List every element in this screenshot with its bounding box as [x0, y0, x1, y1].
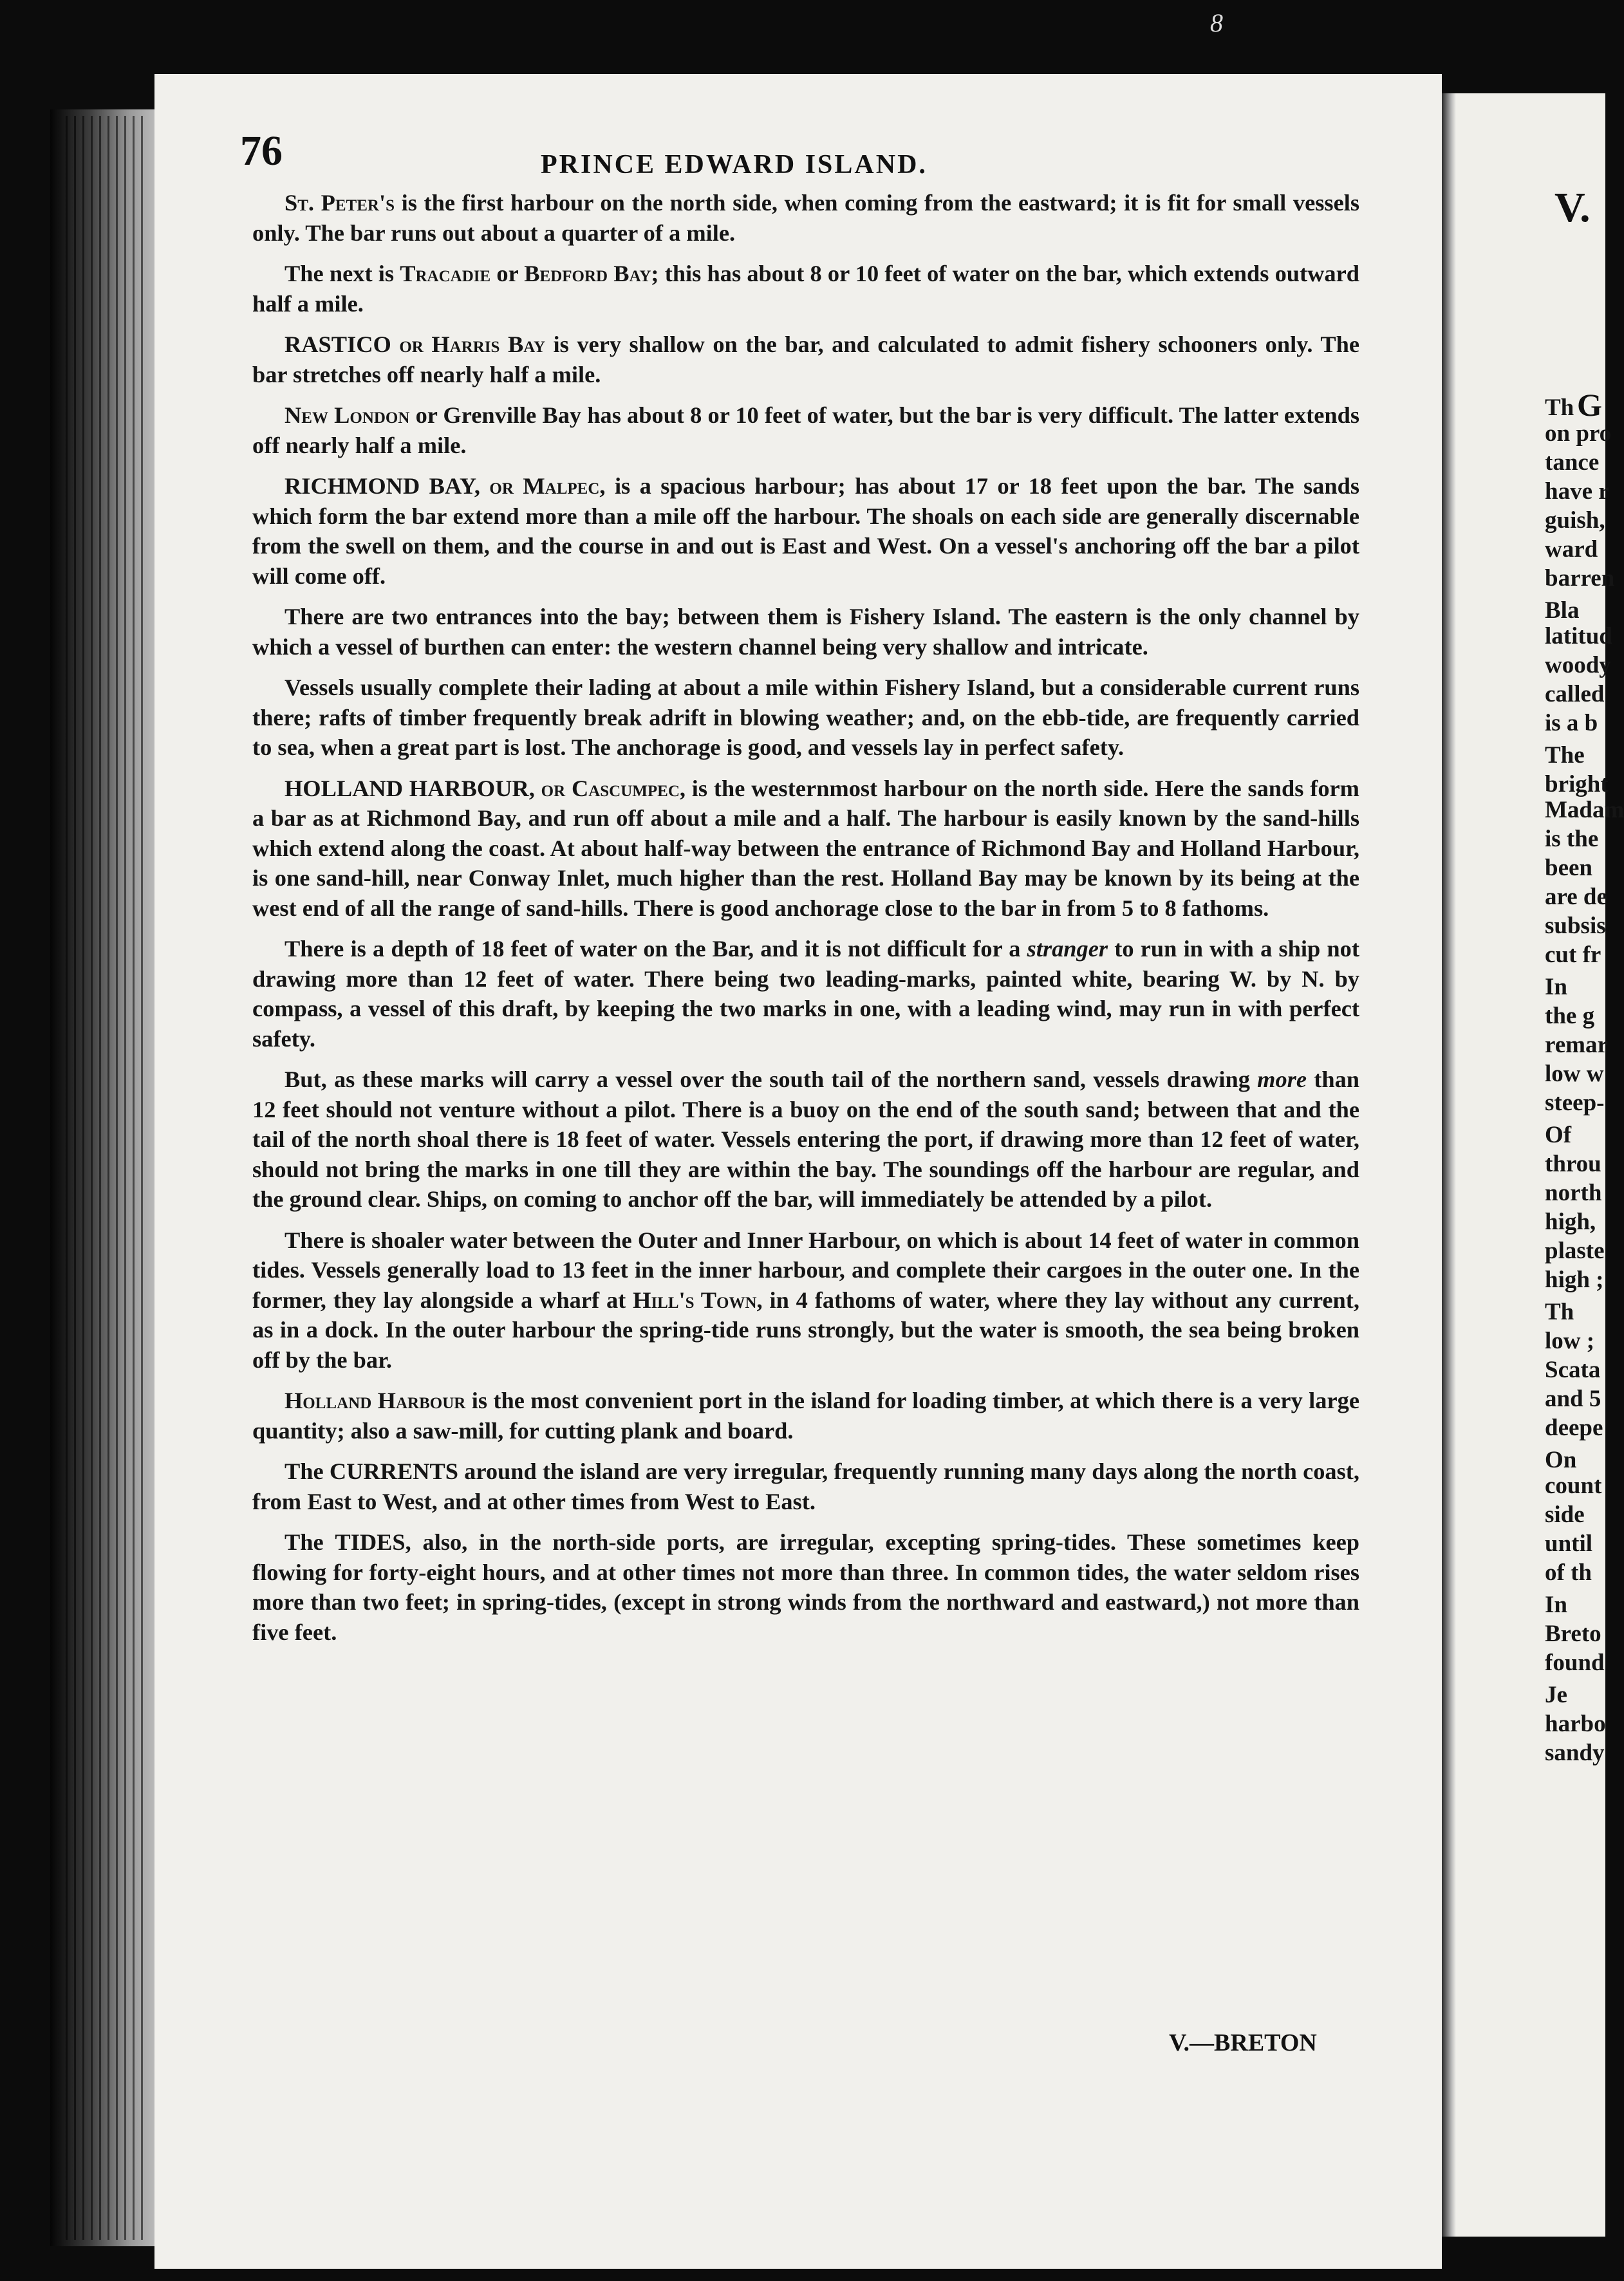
paragraph-em: more [1257, 1066, 1307, 1092]
right-page-line: and 5 [1545, 1386, 1601, 1412]
paragraph-lead: St. Peter's [285, 190, 395, 216]
paragraph [252, 1065, 1359, 1215]
right-page-line: called [1545, 681, 1605, 707]
paragraph-mid: or [490, 261, 525, 286]
paragraph-pre: There is a depth of 18 feet of water on the Bar, and it is not difficult for a [285, 936, 1027, 962]
paragraph-text: is a spacious harbour; has about 17 or 18 feet upon the bar. The sands which form the bar extend more than a mile off the harbour. The shoals on each side are generally discernable from the swell on them, and the course in and out is East and West. On a vessel's anchoring off the bar a pilot will come off. [252, 473, 1359, 589]
right-page-line: Bla [1545, 597, 1580, 624]
paragraph [252, 330, 1359, 389]
right-page-line: bright [1545, 771, 1609, 797]
paragraph-text: , also, in the north-side ports, are irregular, excepting spring-tides. These sometimes keep flowing for forty-eight hours, and at other times not more than three. In common tides, the water seldom rises more than two feet; in spring-tides, (except in strong winds from the northward and eastward,) not more than five feet. [252, 1529, 1359, 1645]
paragraph-pre: The next is [285, 261, 400, 286]
paragraph-text: than 12 feet should not venture without a pilot. There is a buoy on the end of the south sand; between that and the tail of the north shoal there is 18 feet of water. Vessels entering the port, if drawing more than 12 feet of water, should not bring the marks in one till they are within the bay. The soundings off the harbour are regular, and the ground clear. Ships, on coming to anchor off the bar, will immediately be attended by a pilot. [252, 1066, 1360, 1212]
right-page-line: low ; [1545, 1328, 1595, 1354]
right-page-subtitle: G [1577, 387, 1602, 423]
paragraph-text: is very shallow on the bar, and calculated to admit fishery schooners only. The bar stretches off nearly half a mile. [252, 331, 1359, 387]
paragraph [252, 602, 1359, 662]
paragraph-lead: RASTICO or Harris Bay [285, 331, 546, 357]
paragraph-pre: There is shoaler water between the Outer and Inner Harbour, on which is about 14 feet of water in common tides. Vessels generally load to 13 feet in the inner harbour, and complete their cargoes in the outer one. In the former, they lay alongside a wharf at [252, 1227, 1359, 1313]
paragraph [252, 673, 1359, 763]
paragraph-lead: New London [285, 402, 410, 428]
right-page-line: is a b [1545, 710, 1598, 736]
right-page-line: until [1545, 1531, 1593, 1557]
right-page-line: is the [1545, 826, 1599, 852]
paragraph-pre: But, as these marks will carry a vessel over the south tail of the northern sand, vessels drawing [285, 1066, 1258, 1092]
right-page-line: Th [1545, 395, 1574, 421]
right-page-line: On [1545, 1447, 1577, 1473]
paragraph-text: is the most convenient port in the island for loading timber, at which there is a very large quantity; also a saw-mill, for cutting plank and board. [252, 1388, 1359, 1444]
right-page-line: subsis [1545, 913, 1606, 939]
right-page-line: found [1545, 1650, 1605, 1676]
body-text [252, 188, 1359, 1658]
right-page-line: throu [1545, 1151, 1601, 1177]
paragraph-lead: CURRENTS [329, 1458, 459, 1484]
paragraph-lead: HOLLAND HARBOUR, or Cascumpec, [285, 775, 686, 801]
paragraph [252, 400, 1359, 460]
paragraph-em: stranger [1027, 936, 1108, 962]
paragraph [252, 259, 1359, 319]
paragraph-lead: Tracadie [400, 261, 491, 286]
right-page-line: Madam [1545, 797, 1624, 823]
right-page-line: cut fr [1545, 942, 1601, 968]
right-page-line: The [1545, 742, 1585, 768]
right-page-line: are de [1545, 884, 1607, 910]
right-page-line: count [1545, 1473, 1602, 1499]
right-page-line: plaste [1545, 1238, 1605, 1264]
right-page-line: In [1545, 974, 1567, 1000]
right-page-line: high ; [1545, 1267, 1604, 1293]
right-page-line: tance [1545, 449, 1600, 476]
right-page-line: harbo [1545, 1711, 1606, 1737]
paragraph [252, 1386, 1359, 1446]
right-page-line: guish, [1545, 507, 1605, 534]
right-page-line: of th [1545, 1559, 1592, 1586]
paragraph-text: around the island are very irregular, frequently running many days along the north coast, from East to West, and at other times from West to East. [252, 1458, 1359, 1514]
paragraph [252, 774, 1359, 924]
right-page-line: low w [1545, 1061, 1604, 1087]
right-page-line: Je [1545, 1682, 1567, 1708]
right-page-line: side [1545, 1502, 1585, 1528]
paragraph-text: to run in with a ship not drawing more than 12 feet of water. There being two leading-marks, painted white, bearing W. by N. by compass, a vessel of this draft, by keeping the two marks in one, with a leading wind, may run in with perfect safety. [252, 936, 1359, 1052]
right-page-line: steep- [1545, 1090, 1605, 1116]
paragraph [252, 1457, 1359, 1516]
right-page-line: Scata [1545, 1357, 1601, 1383]
right-page-line: latitud [1545, 623, 1612, 649]
paragraph-text: is the westernmost harbour on the north side. Here the sands form a bar as at Richmond Bay, and run off about a mile and a half. The harbour is easily known by the sand-hills which extend along the coast. At about half-way between the entrance of Richmond Bay and Holland Harbour, is one sand-hill, near Conway Inlet, much higher than the rest. Holland Bay may be known by its being at the west end of all the range of sand-hills. There is good anchorage close to the bar in from 5 to 8 fathoms. [252, 775, 1359, 921]
paragraph-pre: The [285, 1529, 335, 1555]
page-edges [59, 116, 149, 2240]
paragraph [252, 1527, 1359, 1647]
right-page-line: deepe [1545, 1415, 1603, 1441]
paragraph-text: or Grenville Bay has about 8 or 10 feet of water, but the bar is very difficult. The latter extends off nearly half a mile. [252, 402, 1359, 458]
pencil-mark: 8 [1210, 8, 1223, 37]
right-page-line: north [1545, 1180, 1602, 1206]
right-page-line: In [1545, 1592, 1567, 1618]
paragraph-text: ; this has about 8 or 10 feet of water on the bar, which extends outward half a mile. [252, 261, 1359, 317]
right-page-line: on pro [1545, 420, 1612, 447]
page-fold-shadow [1442, 93, 1456, 2237]
paragraph-text: Vessels usually complete their lading at about a mile within Fishery Island, but a considerable current runs there; rafts of timber frequently break adrift in blowing weather; and, on the ebb-tide, are frequently carried to sea, when a great part is lost. The anchorage is good, and vessels lay in perfect safety. [252, 675, 1359, 760]
right-page-line: high, [1545, 1209, 1596, 1235]
right-page-fragment [1442, 93, 1624, 2237]
right-page-line: remar [1545, 1032, 1608, 1058]
paragraph [252, 471, 1359, 591]
paragraph-pre: The [285, 1458, 330, 1484]
paragraph [252, 188, 1359, 248]
paragraph-lead2: Bedford Bay [524, 261, 651, 286]
right-page-line: Of [1545, 1122, 1572, 1148]
right-page-line: have r [1545, 478, 1609, 505]
paragraph-text: , in 4 fathoms of water, where they lay without any current, as in a dock. In the outer harbour the spring-tide runs strongly, but the water is smooth, the sea being broken off by the bar. [252, 1287, 1359, 1373]
right-page-title: V. [1554, 184, 1591, 231]
right-page-line: ward [1545, 536, 1598, 563]
paragraph-lead: Hill's Town [633, 1287, 757, 1313]
right-page-line: been [1545, 855, 1592, 881]
paragraph-lead: Holland Harbour [285, 1388, 466, 1413]
paragraph-lead: RICHMOND BAY, or Malpec, [285, 473, 606, 499]
running-head: PRINCE EDWARD ISLAND. [541, 150, 928, 180]
paragraph [252, 934, 1359, 1054]
right-page-line: Breto [1545, 1621, 1601, 1647]
right-page-line: woody [1545, 652, 1611, 678]
paragraph-text: There are two entrances into the bay; between them is Fishery Island. The eastern is the only channel by which a vessel of burthen can enter: the western channel being very shallow and intricate. [252, 604, 1359, 660]
right-page-line: barren [1545, 565, 1615, 591]
catchword: V.—BRETON [1169, 2029, 1317, 2056]
right-page-line: the g [1545, 1003, 1595, 1029]
right-page-line: Th [1545, 1299, 1574, 1325]
paragraph [252, 1225, 1359, 1375]
page-number: 76 [240, 127, 283, 174]
right-page-line: sandy [1545, 1740, 1605, 1766]
paragraph-text: is the first harbour on the north side, when coming from the eastward; it is fit for small vessels only. The bar runs out about a quarter of a mile. [252, 190, 1359, 246]
paragraph-lead: TIDES [335, 1529, 406, 1555]
